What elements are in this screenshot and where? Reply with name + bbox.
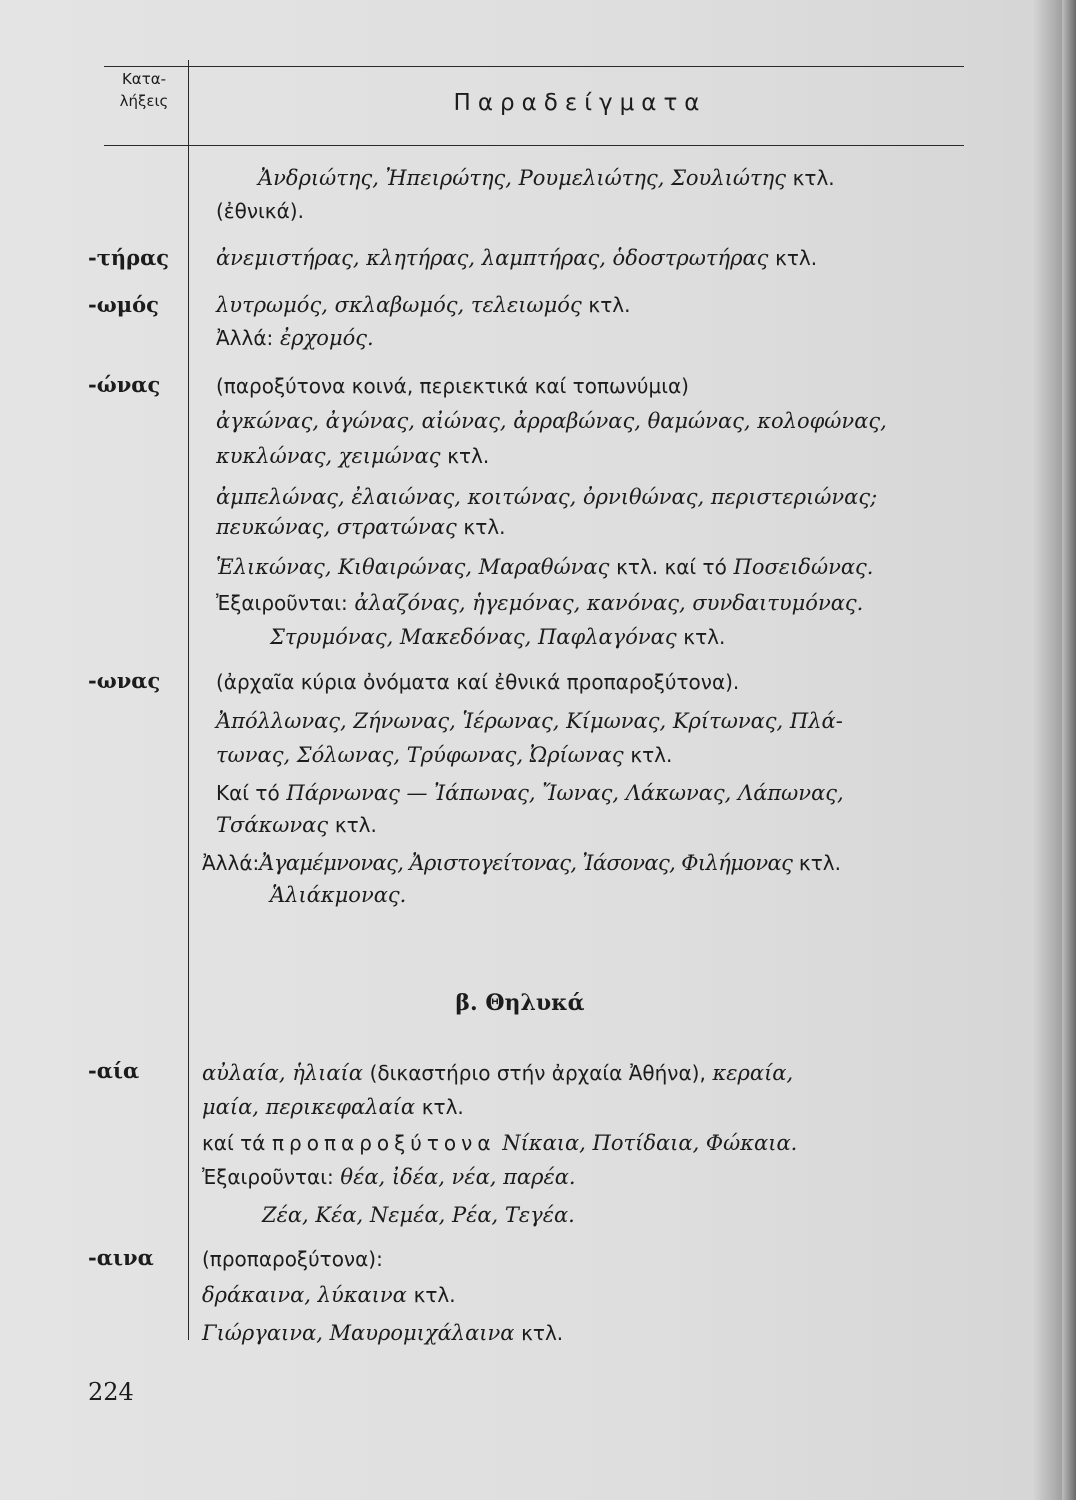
ending-label: -ώνας	[88, 372, 161, 397]
endings-column-header	[104, 68, 184, 112]
example-line: δράκαινα, λύκαινα κτλ.	[202, 1283, 456, 1307]
endings-header-line1: Κατα-	[121, 70, 167, 88]
example-line: τωνας, Σόλωνας, Τρύφωνας, Ὠρίωνας κτλ.	[216, 743, 673, 767]
example-line: Τσάκωνας κτλ.	[216, 813, 377, 837]
example-line: λυτρωμός, σκλαβωμός, τελειωμός κτλ.	[216, 293, 631, 317]
example-line: μαία, περικεφαλαία κτλ.	[202, 1095, 464, 1119]
example-line: Ἁλιάκμονας.	[270, 883, 407, 907]
example-line: κυκλώνας, χειμώνας κτλ.	[216, 444, 490, 468]
page-number: 224	[88, 1378, 134, 1406]
example-line: Ἐξαιροῦνται: θέα, ἰδέα, νέα, παρέα.	[202, 1165, 576, 1189]
ending-label: -ωνας	[88, 668, 161, 693]
binding-edge	[1062, 0, 1076, 1500]
endings-header-line2: λήξεις	[119, 92, 169, 110]
column-divider	[188, 60, 189, 1340]
example-line: Στρυμόνας, Μακεδόνας, Παφλαγόνας κτλ.	[270, 625, 726, 649]
example-line: Ἀπόλλωνας, Ζήνωνας, Ἱέρωνας, Κίμωνας, Κρίτωνας, Πλά-	[216, 709, 843, 733]
example-line: (ἀρχαῖα κύρια ὀνόματα καί ἐθνικά προπαροξύτονα).	[216, 670, 740, 694]
examples-column-header: Παραδείγματα	[453, 90, 707, 116]
example-line: Ἀνδριώτης, Ἠπειρώτης, Ρουμελιώτης, Σουλιώτης κτλ.	[258, 166, 835, 190]
ending-label: -ωμός	[88, 292, 159, 317]
table-top-rule	[104, 66, 964, 67]
example-line: Ἀλλά: ἐρχομός.	[216, 326, 374, 350]
example-line: Ζέα, Κέα, Νεμέα, Ρέα, Τεγέα.	[262, 1203, 575, 1227]
example-line: (παροξύτονα κοινά, περιεκτικά καί τοπωνύμια)	[216, 374, 689, 398]
example-line: πευκώνας, στρατώνας κτλ.	[216, 515, 506, 539]
example-line: αὐλαία, ἡλιαία (δικαστήριο στήν ἀρχαία Ἀθήνα), κεραία,	[202, 1061, 794, 1085]
example-line: Ἑλικώνας, Κιθαιρώνας, Μαραθώνας κτλ. καί τό Ποσειδώνας.	[216, 555, 874, 579]
example-line: ἀνεμιστήρας, κλητήρας, λαμπτήρας, ὁδοστρωτήρας κτλ.	[216, 246, 818, 270]
example-line: (ἐθνικά).	[216, 199, 304, 223]
ending-label: -τήρας	[88, 245, 170, 270]
example-line: Ἐξαιροῦνται: ἀλαζόνας, ἡγεμόνας, κανόνας, συνδαιτυμόνας.	[216, 591, 864, 615]
example-line: Καί τό Πάρνωνας — Ἰάπωνας, Ἴωνας, Λάκωνας, Λάπωνας,	[216, 781, 844, 805]
section-title: β. Θηλυκά	[455, 990, 585, 1016]
example-line: Ἀλλά:Ἀγαμέμνονας, Ἀριστογείτονας, Ἰάσονας, Φιλήμονας κτλ.	[202, 851, 841, 875]
example-line: ἀμπελώνας, ἐλαιώνας, κοιτώνας, ὀρνιθώνας, περιστεριώνας;	[216, 485, 878, 509]
example-line: καί τά προπαροξύτονα Νίκαια, Ποτίδαια, Φώκαια.	[202, 1131, 798, 1155]
example-line: (προπαροξύτονα):	[202, 1247, 383, 1271]
table-header-rule	[104, 145, 964, 146]
example-line: ἀγκώνας, ἀγώνας, αἰώνας, ἀρραβώνας, θαμώνας, κολοφώνας,	[216, 409, 887, 433]
ending-label: -αία	[88, 1058, 140, 1083]
ending-label: -αινα	[88, 1245, 154, 1270]
example-line: Γιώργαινα, Μαυρομιχάλαινα κτλ.	[202, 1321, 564, 1345]
